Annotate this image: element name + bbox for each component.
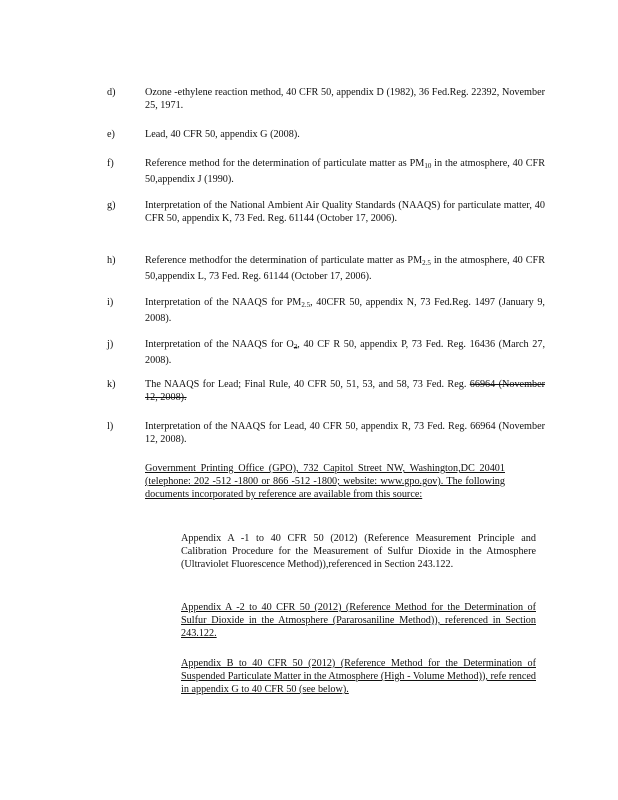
appendix-a2: Appendix A -2 to 40 CFR 50 (2012) (Reference Method for the Determination of Sulfur Dioxide in the Atmosphere (Pararosaniline Method)), referenced in Section 243.122. bbox=[181, 602, 536, 639]
item-letter: g) bbox=[107, 200, 116, 211]
item-letter: h) bbox=[107, 255, 116, 266]
gpo-paragraph: Government Printing Office (GPO), 732 Capitol Street NW, Washington,DC 20401 (telephone: 202 -512 -1800 or 866 -512 -1800; website: www.gpo.gov). The following documents incorporated by reference are available from this source: bbox=[145, 463, 505, 500]
item-text: Interpretation of the NAAQS for PM2.5, 40CFR 50, appendix N, 73 Fed.Reg. 1497 (January 9, 2008). bbox=[145, 297, 545, 324]
item-letter: j) bbox=[107, 339, 114, 350]
item-text: Ozone -ethylene reaction method, 40 CFR 50, appendix D (1982), 36 Fed.Reg. 22392, November 25, 1971. bbox=[145, 87, 545, 111]
item-text: Interpretation of the NAAQS for Lead, 40 CFR 50, appendix R, 73 Fed. Reg. 66964 (November 12, 2008). bbox=[145, 421, 545, 445]
item-text: Lead, 40 CFR 50, appendix G (2008). bbox=[145, 129, 300, 140]
item-letter: e) bbox=[107, 129, 115, 140]
item-letter: l) bbox=[107, 421, 114, 432]
item-text: The NAAQS for Lead; Final Rule, 40 CFR 50, 51, 53, and 58, 73 Fed. Reg. 66964 (November 12, 2008). bbox=[145, 379, 545, 403]
item-text: Reference method for the determination of particulate matter as PM10 in the atmosphere, 40 CFR 50,appendix J (1990). bbox=[145, 158, 545, 185]
item-letter: d) bbox=[107, 87, 116, 98]
appendix-a1: Appendix A -1 to 40 CFR 50 (2012) (Reference Measurement Principle and Calibration Procedure for the Measurement of Sulfur Dioxide in the Atmosphere (Ultraviolet Fluorescence Method)),referenced in Section 243.122. bbox=[181, 533, 536, 570]
item-letter: f) bbox=[107, 158, 114, 169]
item-letter: i) bbox=[107, 297, 114, 308]
appendix-b: Appendix B to 40 CFR 50 (2012) (Reference Method for the Determination of Suspended Particulate Matter in the Atmosphere (High - Volume Method)), refe renced in appendix G to 40 CFR 50 (see below). bbox=[181, 658, 536, 695]
item-letter: k) bbox=[107, 379, 116, 390]
item-text: Reference methodfor the determination of particulate matter as PM2.5 in the atmosphere, 40 CFR 50,appendix L, 73 Fed. Reg. 61144 (October 17, 2006). bbox=[145, 255, 545, 282]
item-text: Interpretation of the National Ambient Air Quality Standards (NAAQS) for particulate matter, 40 CFR 50, appendix K, 73 Fed. Reg. 61144 (October 17, 2006). bbox=[145, 200, 545, 224]
item-text: Interpretation of the NAAQS for O3, 40 CF R 50, appendix P, 73 Fed. Reg. 16436 (March 27, 2008). bbox=[145, 339, 546, 366]
